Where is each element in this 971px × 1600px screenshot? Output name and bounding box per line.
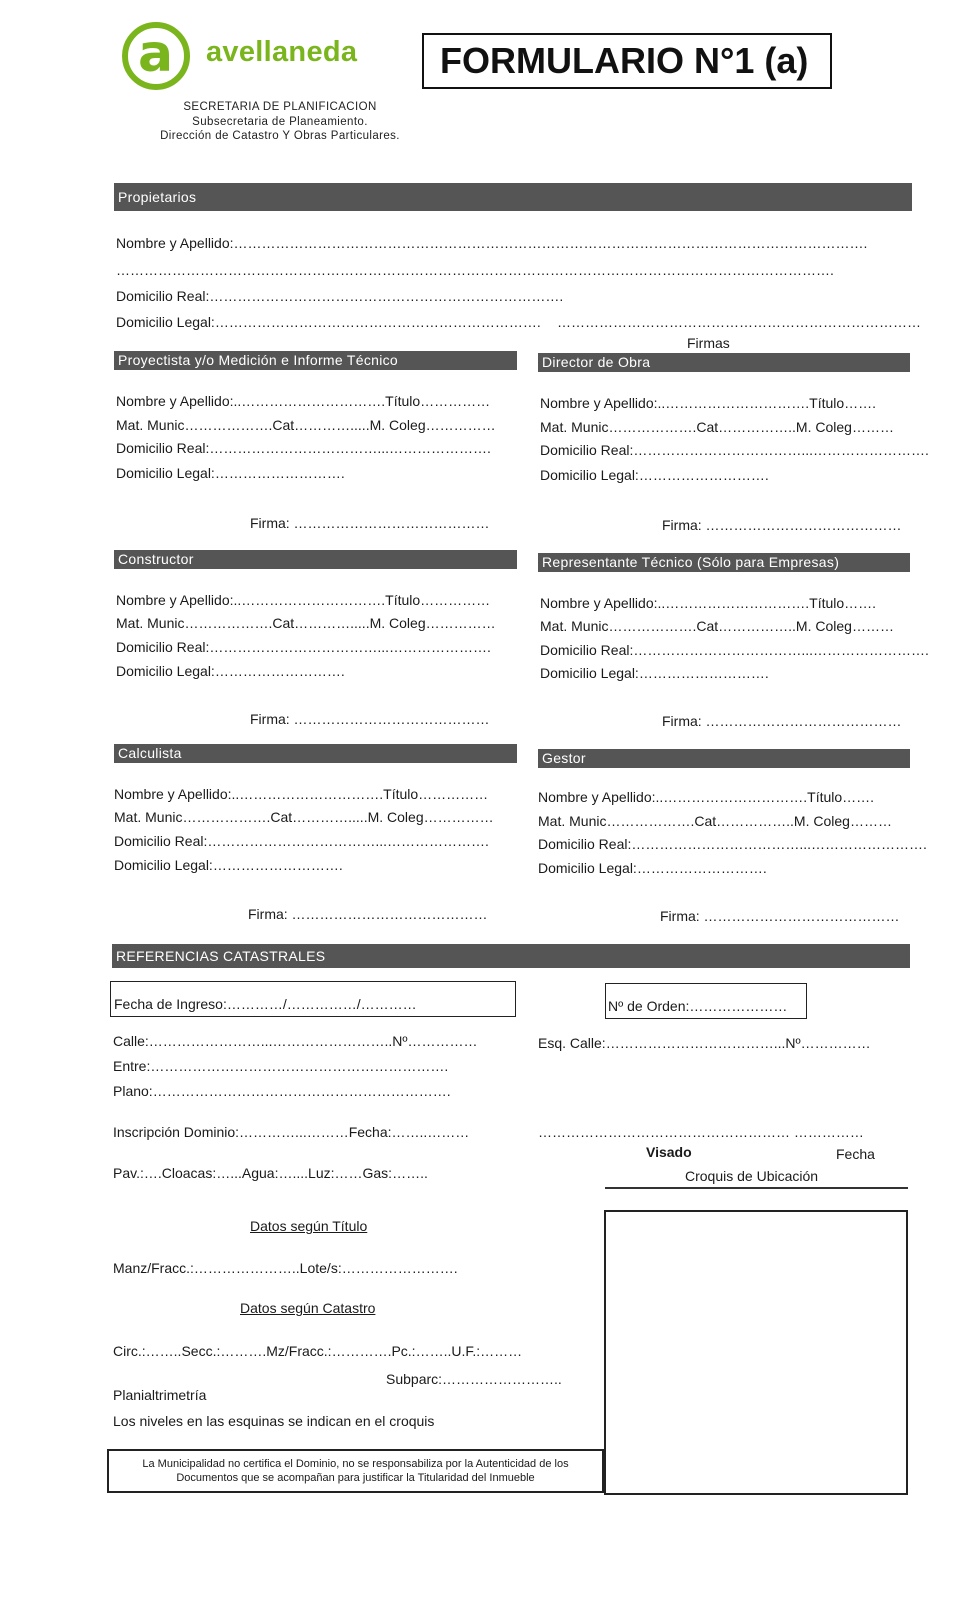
section-representante: Representante Técnico (Sólo para Empresas) [538, 553, 910, 572]
plano-field[interactable]: Plano:………………………………………………………. [113, 1083, 451, 1099]
niveles-note: Los niveles en las esquinas se indican en el croquis [113, 1413, 435, 1429]
calculista-firma-field[interactable]: Firma: …………………………………… [248, 906, 488, 922]
section-proyectista: Proyectista y/o Medición e Informe Técnico [114, 351, 517, 370]
section-director: Director de Obra [538, 353, 910, 372]
gestor-firma-field[interactable]: Firma: …………………………………… [660, 908, 900, 924]
disclaimer-line-2: Documentos que se acompañan para justificar la Titularidad del Inmueble [176, 1472, 535, 1484]
planialtimetria-label: Planialtrimetría [113, 1387, 207, 1403]
circ-field[interactable]: Circ.:……..Secc.:……….Mz/Fracc.:………….Pc.:……..U.F.:……… [113, 1343, 523, 1359]
section-constructor: Constructor [114, 550, 517, 569]
firmas-label: Firmas [687, 335, 730, 351]
section-propietarios: Propietarios [114, 183, 912, 211]
proyectista-dom-legal-field[interactable]: Domicilio Legal:………………………. [116, 465, 345, 481]
entre-field[interactable]: Entre:………………………………………………………. [113, 1058, 449, 1074]
croquis-box[interactable] [604, 1210, 908, 1495]
director-dom-legal-field[interactable]: Domicilio Legal:………………………. [540, 467, 769, 483]
servicios-field[interactable]: Pav.:….Cloacas:…...Agua:…....Luz:……Gas:…….. [113, 1165, 428, 1181]
esq-calle-field[interactable]: Esq. Calle:………………………………...Nº…………… [538, 1035, 871, 1051]
croquis-label: Croquis de Ubicación [685, 1168, 819, 1184]
nro-orden-field[interactable]: Nº de Orden:………………… [608, 998, 788, 1014]
constructor-firma-field[interactable]: Firma: …………………………………… [250, 711, 490, 727]
gestor-nombre-field[interactable]: Nombre y Apellido:..………………………….Título……. [538, 789, 875, 805]
form-title: FORMULARIO N°1 (a) [422, 33, 832, 89]
proyectista-dom-real-field[interactable]: Domicilio Real:………………………………...…………………. [116, 440, 491, 456]
director-firma-field[interactable]: Firma: …………………………………… [662, 517, 902, 533]
gestor-dom-legal-field[interactable]: Domicilio Legal:………………………. [538, 860, 767, 876]
section-gestor: Gestor [538, 749, 910, 768]
proyectista-nombre-field[interactable]: Nombre y Apellido:..………………………….Título…………… [116, 393, 491, 409]
inscripcion-dominio-field[interactable]: Inscripción Dominio:…………...………Fecha:……..……… [113, 1124, 470, 1140]
representante-mat-field[interactable]: Mat. Munic……………….Cat……………..M. Coleg……… [540, 618, 894, 634]
director-dom-real-field[interactable]: Domicilio Real:………………………………...……………………. [540, 442, 929, 458]
calle-field[interactable]: Calle:……………………...……………………..Nº…………… [113, 1033, 478, 1049]
calculista-nombre-field[interactable]: Nombre y Apellido:..………………………….Título…………… [114, 786, 489, 802]
director-nombre-field[interactable]: Nombre y Apellido:..………………………….Título……. [540, 395, 877, 411]
datos-titulo-heading: Datos según Título [250, 1218, 368, 1234]
section-calculista: Calculista [114, 744, 517, 763]
calculista-dom-real-field[interactable]: Domicilio Real:………………………………...…………………. [114, 833, 489, 849]
dept-line-3: Dirección de Catastro Y Obras Particulares. [160, 130, 400, 142]
visado-label: Visado [646, 1144, 692, 1160]
constructor-mat-field[interactable]: Mat. Munic……………….Cat………….....M. Coleg…………… [116, 615, 496, 631]
propietario-nombre-cont-field[interactable]: ………………………………………………………………………………………………………………………………………. [116, 262, 834, 278]
representante-firma-field[interactable]: Firma: …………………………………… [662, 713, 902, 729]
gestor-mat-field[interactable]: Mat. Munic……………….Cat……………..M. Coleg……… [538, 813, 892, 829]
constructor-dom-legal-field[interactable]: Domicilio Legal:………………………. [116, 663, 345, 679]
disclaimer-line-1: La Municipalidad no certifica el Dominio, no se responsabiliza por la Autenticidad de los [142, 1458, 569, 1470]
constructor-dom-real-field[interactable]: Domicilio Real:………………………………...…………………. [116, 639, 491, 655]
dept-line-2: Subsecretaria de Planeamiento. [192, 116, 368, 128]
datos-catastro-heading: Datos según Catastro [240, 1300, 376, 1316]
propietario-nombre-field[interactable]: Nombre y Apellido:………………………………………………………………………………………………………………………. [116, 235, 868, 251]
fecha-label: Fecha [836, 1146, 875, 1162]
calculista-mat-field[interactable]: Mat. Munic……………….Cat………….....M. Coleg…………… [114, 809, 494, 825]
representante-dom-real-field[interactable]: Domicilio Real:………………………………...……………………. [540, 642, 929, 658]
representante-dom-legal-field[interactable]: Domicilio Legal:………………………. [540, 665, 769, 681]
manz-lote-field[interactable]: Manz/Fracc.:…………………..Lote/s:……………………. [113, 1260, 458, 1276]
section-referencias-catastrales: REFERENCIAS CATASTRALES [112, 944, 910, 968]
subparc-field[interactable]: Subparc:…………………….. [386, 1371, 562, 1387]
propietario-domicilio-real-field[interactable]: Domicilio Real:…………………………………………………………………. [116, 288, 564, 304]
logo-letter: a [138, 24, 174, 84]
constructor-nombre-field[interactable]: Nombre y Apellido:..………………………….Título…………… [116, 592, 491, 608]
gestor-dom-real-field[interactable]: Domicilio Real:………………………………...……………………. [538, 836, 927, 852]
croquis-divider [605, 1187, 908, 1189]
director-mat-field[interactable]: Mat. Munic……………….Cat……………..M. Coleg……… [540, 419, 894, 435]
propietario-firma-field[interactable]: …………………………………………………………………… [557, 314, 921, 330]
disclaimer-box [107, 1449, 604, 1493]
propietario-domicilio-legal-field[interactable]: Domicilio Legal:……………………………………………………………. [116, 314, 541, 330]
calculista-dom-legal-field[interactable]: Domicilio Legal:………………………. [114, 857, 343, 873]
fecha-ingreso-field[interactable]: Fecha de Ingreso:…………/……………/………… [114, 996, 417, 1012]
proyectista-firma-field[interactable]: Firma: …………………………………… [250, 515, 490, 531]
logo-text: avellaneda [206, 36, 358, 68]
visado-fecha-line[interactable]: ……………………………………………… …………… [538, 1124, 864, 1140]
representante-nombre-field[interactable]: Nombre y Apellido:..………………………….Título……. [540, 595, 877, 611]
proyectista-mat-field[interactable]: Mat. Munic……………….Cat………….....M. Coleg…………… [116, 417, 496, 433]
dept-line-1: SECRETARIA DE PLANIFICACION [183, 101, 377, 113]
